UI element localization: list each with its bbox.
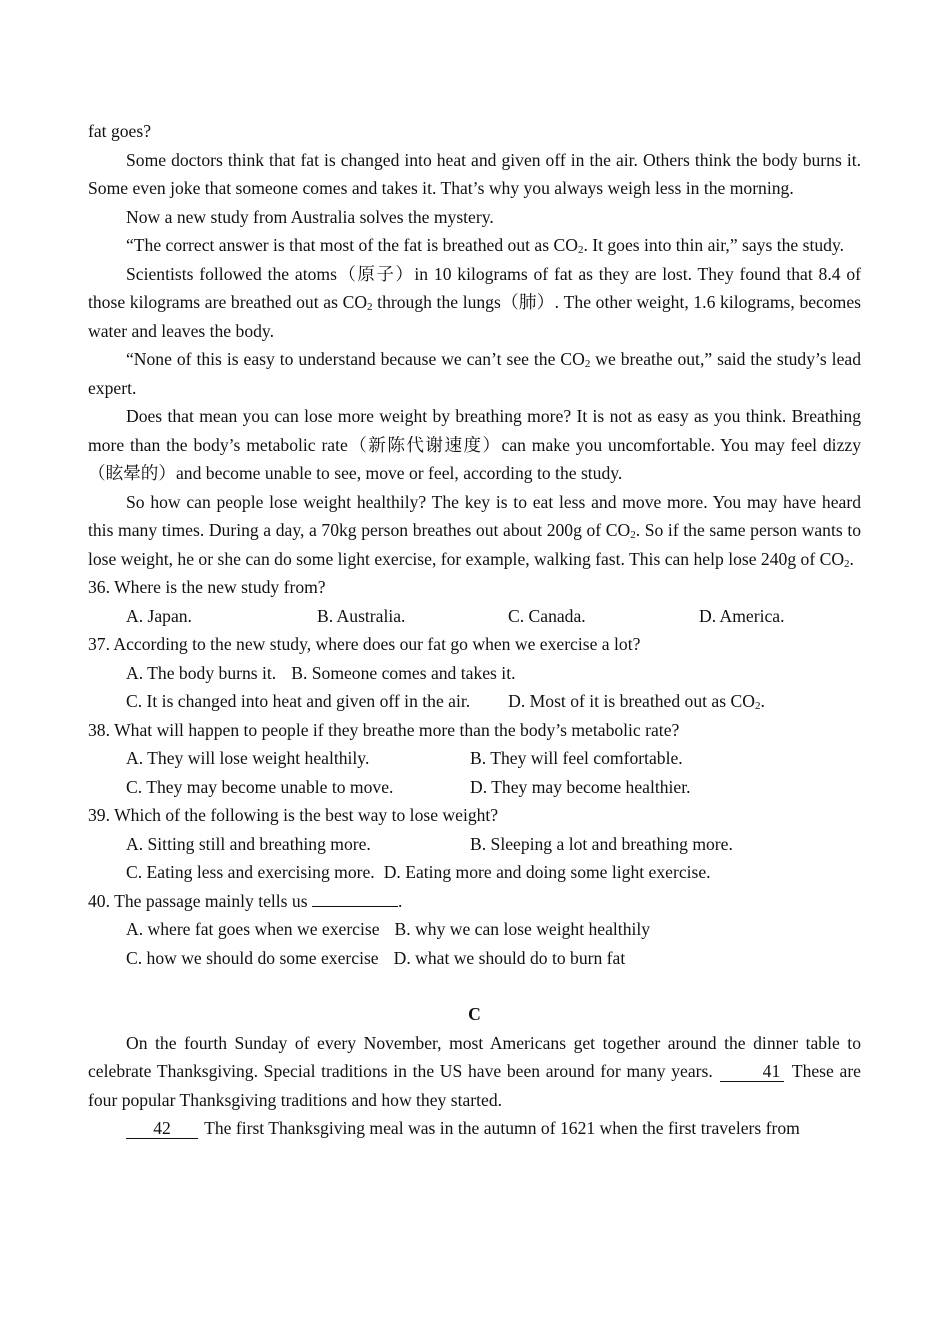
question-39-stem: 39. Which of the following is the best way to lose weight? [88,805,499,825]
passage-intro-tail: fat goes? [88,121,152,141]
question-40-options-row-2 [126,944,861,973]
question-36-stem: 36. Where is the new study from? [88,577,326,597]
section-spacer [88,972,861,1000]
question-38-stem: 38. What will happen to people if they breathe more than the body’s metabolic rate? [88,719,680,740]
passage-paragraph-1: Some doctors think that fat is changed into heat and given off in the air. Others think the body burns it. Some even joke that someone comes and takes it. That’s why you always weigh less in the morning. [88,149,861,198]
option-37-b: B. Someone comes and takes it. [291,662,516,683]
option-36-b: B. Australia. [317,605,406,626]
option-38-d: D. They may become healthier. [470,776,691,797]
section-c-heading: C [468,1004,481,1024]
passage-paragraph-5: “None of this is easy to understand because we can’t see the $CO_2$ we breathe out,” said the study’s lead expert. [88,349,861,398]
option-39-a: A. Sitting still and breathing more. [126,833,371,854]
option-38-a: A. They will lose weight healthily. [126,748,370,768]
option-37-c: C. It is changed into heat and given off in the air. [126,691,471,711]
option-39-d: D. Eating more and doing some light exercise. [383,862,711,882]
question-38-options-row-1 [126,744,861,773]
question-40-stem-end: . [397,890,403,911]
question-38-options-row-2 [126,773,861,802]
passage-paragraph-3: “The correct answer is that most of the fat is breathed out as $CO_2$. It goes into thin air,” says the study. [126,235,844,256]
option-36-c: C. Canada. [508,605,586,626]
passage-paragraph-6: Does that mean you can lose more weight by breathing more? It is not as easy as you think. Breathing more than the body’s metabolic rate（新陈代谢速度）can make you uncomfortable. You may feel dizzy（眩晕的）and become unable to see, move or feel, according to the study. [88,406,861,483]
section-c-paragraph-1-tail: These are four popular Thanksgiving traditions and how they started. [88,1061,861,1110]
question-39-options-row-1 [126,830,861,859]
passage-paragraph-2: Now a new study from Australia solves the mystery. [126,206,494,227]
option-39-c: C. Eating less and exercising more. [126,862,375,882]
blank-41: 41 [720,1062,784,1082]
option-40-b: B. why we can lose weight healthily [394,919,651,939]
option-38-b: B. They will feel comfortable. [470,748,683,768]
answer-blank [312,906,398,907]
section-c-paragraph-1-text: On the fourth Sunday of every November, most Americans get together around the dinner table to celebrate Thanksgiving. Special traditions in the US have been around for many years. [88,1032,861,1081]
question-40-stem-text: 40. The passage mainly tells us [88,890,308,911]
section-c-paragraph-1 [88,1029,861,1115]
option-37-d: D. Most of it is breathed out as $CO_2$. [508,691,765,712]
option-38-c: C. They may become unable to move. [126,776,394,797]
question-37-stem: 37. According to the new study, where does our fat go when we exercise a lot? [88,634,641,654]
option-36-a: A. Japan. [126,605,192,626]
section-c-paragraph-2 [88,1114,861,1143]
option-40-c: C. how we should do some exercise [126,947,379,968]
passage-paragraph-7: So how can people lose weight healthily? The key is to eat less and move more. You may have heard this many times. During a day, a 70kg person breathes out about 200g of $CO_2$. So if the same person wants to lose weight, he or she can do some light exercise, for example, walking fast. This can help lose 240g of $CO_2$. [88,491,861,570]
question-40-stem [88,887,861,916]
question-37-options-row-2 [126,687,861,716]
option-36-d: D. America. [699,605,785,626]
question-39-options-row-2 [126,858,861,887]
option-40-a: A. where fat goes when we exercise [126,919,380,939]
question-36-options [126,602,861,631]
option-37-a: A. The body burns it. [126,662,277,683]
option-39-b: B. Sleeping a lot and breathing more. [470,833,733,854]
section-c-paragraph-2-text: The first Thanksgiving meal was in the autumn of 1621 when the first travelers from [204,1118,800,1138]
passage-paragraph-4: Scientists followed the atoms（原子）in 10 kilograms of fat as they are lost. They found that 8.4 of those kilograms are breathed out as $CO_2$ through the lungs（肺）. The other weight, 1.6 kilograms, becomes water and leaves the body. [88,263,861,341]
exam-page [88,117,861,1143]
blank-42: 42 [126,1119,198,1139]
question-40-options-row-1 [126,915,861,944]
question-37-options-row-1 [126,659,861,688]
option-40-d: D. what we should do to burn fat [393,947,626,968]
